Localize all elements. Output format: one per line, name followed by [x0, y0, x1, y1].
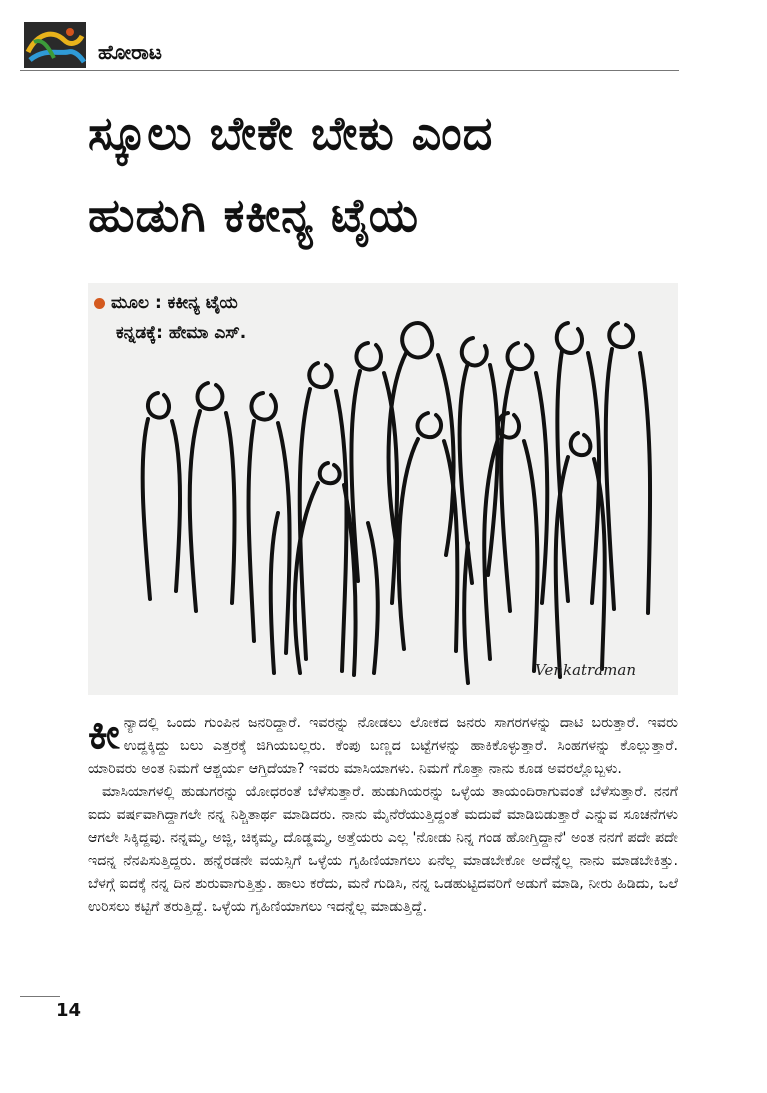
- bullet-icon: [94, 298, 105, 309]
- paragraph-2-text: ಮಾಸಿಯಾಗಳಲ್ಲಿ ಹುಡುಗರನ್ನು ಯೋಧರಂತೆ ಬೆಳೆಸುತ್ತಾರೆ. ಹುಡುಗಿಯರನ್ನು ಒಳ್ಳೆಯ ತಾಯಂದಿರಾಗುವಂತೆ ಬೆಳೆಸುತ್ತಾರೆ. ನನಗೆ ಐದು ವರ್ಷವಾಗಿದ್ದಾಗಲೇ ನನ್ನ ನಿಶ್ಚಿತಾರ್ಥ ಮಾಡಿದರು. ನಾನು ಮೈನೆರೆಯುತ್ತಿದ್ದಂತೆ ಮದುವೆ ಮಾಡಿಬಿಡುತ್ತಾರೆ ಎನ್ನುವ ಸೂಚನೆಗಳು ಆಗಲೇ ಸಿಕ್ಕಿದ್ದವು. ನನ್ನಮ್ಮ, ಅಜ್ಜಿ, ಚಿಕ್ಕಮ್ಮ, ದೊಡ್ಡಮ್ಮ, ಅತ್ತೆಯರು ಎಲ್ಲ 'ನೋಡು ನಿನ್ನ ಗಂಡ ಹೋಗ್ತಿದ್ದಾನೆ' ಅಂತ ನನಗೆ ಪದೇ ಪದೇ ಇದನ್ನ ನೆನಪಿಸುತ್ತಿದ್ದರು. ಹನ್ನೆರಡನೇ ವಯಸ್ಸಿಗೆ ಒಳ್ಳೆಯ ಗೃಹಿಣಿಯಾಗಲು ಏನೆಲ್ಲ ಮಾಡಬೇಕೋ ಅದೆನ್ನೆಲ್ಲ ನಾನು ಮಾಡಬೇಕಿತ್ತು. ಬೆಳಗ್ಗೆ ಐದಕ್ಕೆ ನನ್ನ ದಿನ ಶುರುವಾಗುತ್ತಿತ್ತು. ಹಾಲು ಕರೆದು, ಮನೆ ಗುಡಿಸಿ, ನನ್ನ ಒಡಹುಟ್ಟಿದವರಿಗೆ ಅಡುಗೆ ಮಾಡಿ, ನೀರು ಹಿಡಿದು, ಒಲೆ ಉರಿಸಲು ಕಟ್ಟಿಗೆ ತರುತ್ತಿದ್ದೆ. ಒಳ್ಳೆಯ ಗೃಹಿಣಿಯಾಗಲು ಇದನ್ನೆಲ್ಲ ಮಾಡುತ್ತಿದ್ದೆ.: [88, 784, 678, 915]
- artist-signature: Venkatraman: [535, 661, 636, 679]
- header-divider: [20, 70, 679, 71]
- section-label: ಹೋರಾಟ: [98, 40, 162, 64]
- article-body: [88, 709, 678, 919]
- translation-credit: ಕನ್ನಡಕ್ಕೆ: ಹೇಮಾ ಎಸ್.: [116, 323, 247, 343]
- page-number: 14: [56, 1000, 82, 1021]
- title-line-1: ಸ್ಕೂಲು ಬೇಕೇ ಬೇಕು ಎಂದ: [88, 106, 494, 160]
- title-line-2: ಹುಡುಗಿ ಕಕೀನ್ಯ ಟೈಯ: [88, 188, 420, 242]
- article-title: [88, 92, 688, 256]
- paragraph-1-text: ನ್ಯಾದಲ್ಲಿ ಒಂದು ಗುಂಪಿನ ಜನರಿದ್ದಾರೆ. ಇವರನ್ನು ನೋಡಲು ಲೋಕದ ಜನರು ಸಾಗರಗಳನ್ನು ದಾಟಿ ಬರುತ್ತಾರೆ. ಇವರು ಉದ್ದಕ್ಕಿದ್ದು ಬಲು ಎತ್ತರಕ್ಕೆ ಜಿಗಿಯಬಲ್ಲರು. ಕೆಂಪು ಬಣ್ಣದ ಬಟ್ಟೆಗಳನ್ನು ಹಾಕಿಕೊಳ್ಳುತ್ತಾರೆ. ಸಿಂಹಗಳನ್ನು ಕೊಲ್ಲುತ್ತಾರೆ. ಯಾರಿವರು ಅಂತ ನಿಮಗೆ ಆಶ್ಚರ್ಯ ಆಗ್ತಿದೆಯಾ? ಇವರು ಮಾಸಿಯಾಗಳು. ನಿಮಗೆ ಗೊತ್ತಾ ನಾನು ಕೂಡ ಅವರಲ್ಲೊಬ್ಬಳು.: [88, 715, 678, 777]
- drop-cap: ಕೀ: [88, 709, 120, 758]
- footer-divider: [20, 996, 60, 997]
- article-credits: [94, 288, 246, 348]
- magazine-logo-icon: [24, 22, 86, 68]
- paragraph: [88, 709, 678, 781]
- source-credit: ಮೂಲ : ಕಕೀನ್ಯ ಟೈಯ: [111, 293, 238, 313]
